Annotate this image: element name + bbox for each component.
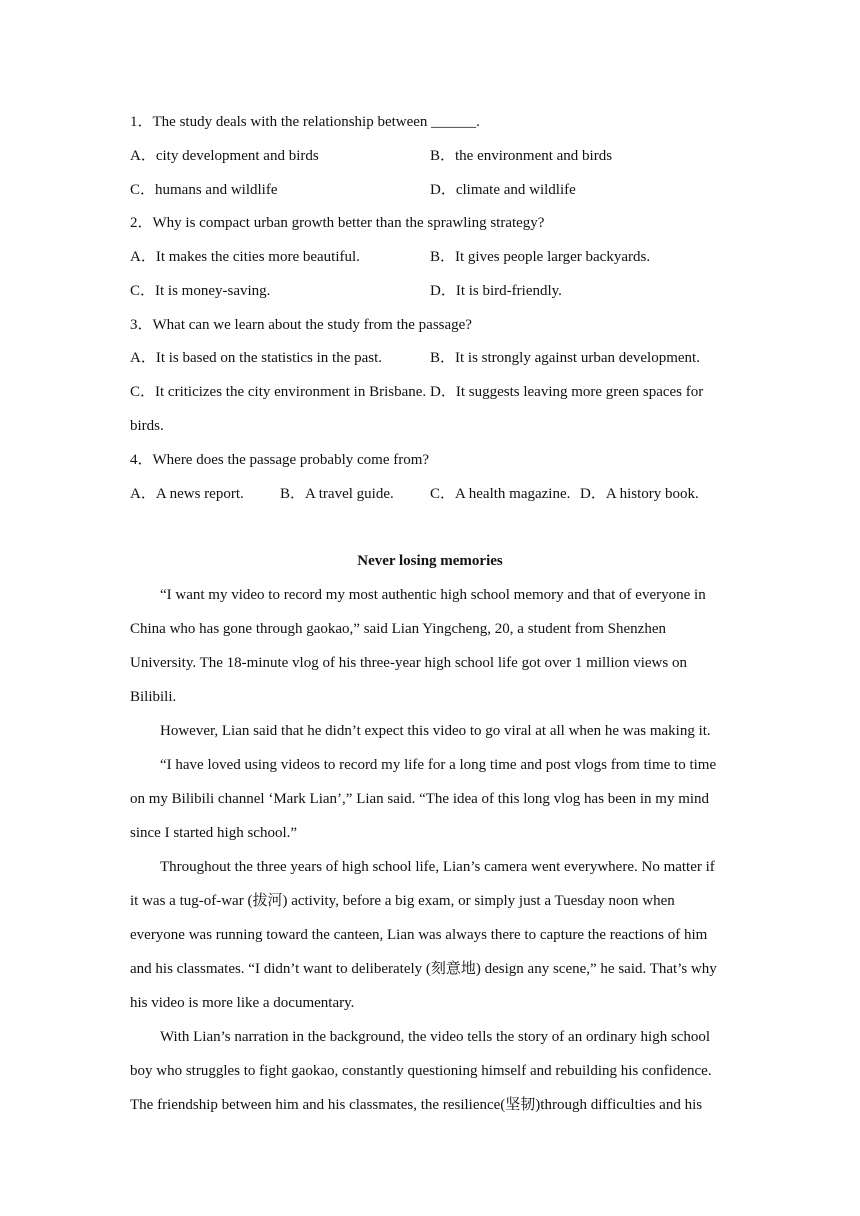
passage-line: Bilibili. [130, 689, 177, 705]
question-4-option-d: D．A history book. [580, 486, 699, 502]
question-3-option-b: B．It is strongly against urban development. [430, 350, 700, 366]
question-3-option-c: C．It criticizes the city environment in Brisbane. [130, 384, 427, 400]
passage-line: Throughout the three years of high school life, Lian’s camera went everywhere. No matter if [160, 859, 715, 875]
passage-line: it was a tug-of-war (拔河) activity, before a big exam, or simply just a Tuesday noon when [130, 893, 675, 909]
question-4-option-a: A．A news report. [130, 486, 244, 502]
passage-line: and his classmates. “I didn’t want to deliberately (刻意地) design any scene,” he said. That’s why [130, 961, 717, 977]
question-1-option-a: A．city development and birds [130, 148, 319, 164]
question-1-option-b: B．the environment and birds [430, 148, 613, 164]
passage-line: his video is more like a documentary. [130, 995, 355, 1011]
question-2-option-b: B．It gives people larger backyards. [430, 249, 651, 265]
passage-title: Never losing memories [357, 553, 503, 569]
passage-body [130, 585, 730, 1129]
passage-line: everyone was running toward the canteen, Lian was always there to capture the reactions of him [130, 927, 708, 943]
passage-line: on my Bilibili channel ‘Mark Lian’,” Lian said. “The idea of this long vlog has been in my mind [130, 791, 710, 807]
question-4-option-c: C．A health magazine. [430, 486, 571, 502]
question-1-option-d: D．climate and wildlife [430, 182, 576, 198]
passage-line: boy who struggles to fight gaokao, constantly questioning himself and rebuilding his confidence. [130, 1063, 712, 1079]
passage-line: since I started high school.” [130, 825, 298, 841]
question-3-option-d-continued: birds. [130, 418, 164, 434]
question-3-option-d: D．It suggests leaving more green spaces for [430, 384, 704, 400]
question-2-option-d: D．It is bird-friendly. [430, 283, 562, 299]
question-2-stem: 2．Why is compact urban growth better than the sprawling strategy? [130, 215, 545, 231]
passage-line: “I want my video to record my most authentic high school memory and that of everyone in [160, 587, 706, 603]
passage-line: The friendship between him and his classmates, the resilience(坚韧)through difficulties and his [130, 1097, 703, 1113]
question-4-stem: 4．Where does the passage probably come from? [130, 452, 430, 468]
passage-line: With Lian’s narration in the background, the video tells the story of an ordinary high school [160, 1029, 711, 1045]
passage-line: “I have loved using videos to record my life for a long time and post vlogs from time to time [160, 757, 717, 773]
question-2-option-c: C．It is money-saving. [130, 283, 271, 299]
question-1-option-c: C．humans and wildlife [130, 182, 278, 198]
question-3-stem: 3．What can we learn about the study from the passage? [130, 317, 472, 333]
question-1-stem: 1．The study deals with the relationship between ______. [130, 114, 480, 130]
passage-line: University. The 18-minute vlog of his three-year high school life got over 1 million views on [130, 655, 687, 671]
question-3-option-a: A．It is based on the statistics in the past. [130, 350, 383, 366]
passage-line: China who has gone through gaokao,” said Lian Yingcheng, 20, a student from Shenzhen [130, 621, 666, 637]
passage-line: However, Lian said that he didn’t expect this video to go viral at all when he was making it. [160, 723, 711, 739]
question-4-option-b: B．A travel guide. [280, 486, 394, 502]
question-2-option-a: A．It makes the cities more beautiful. [130, 249, 360, 265]
